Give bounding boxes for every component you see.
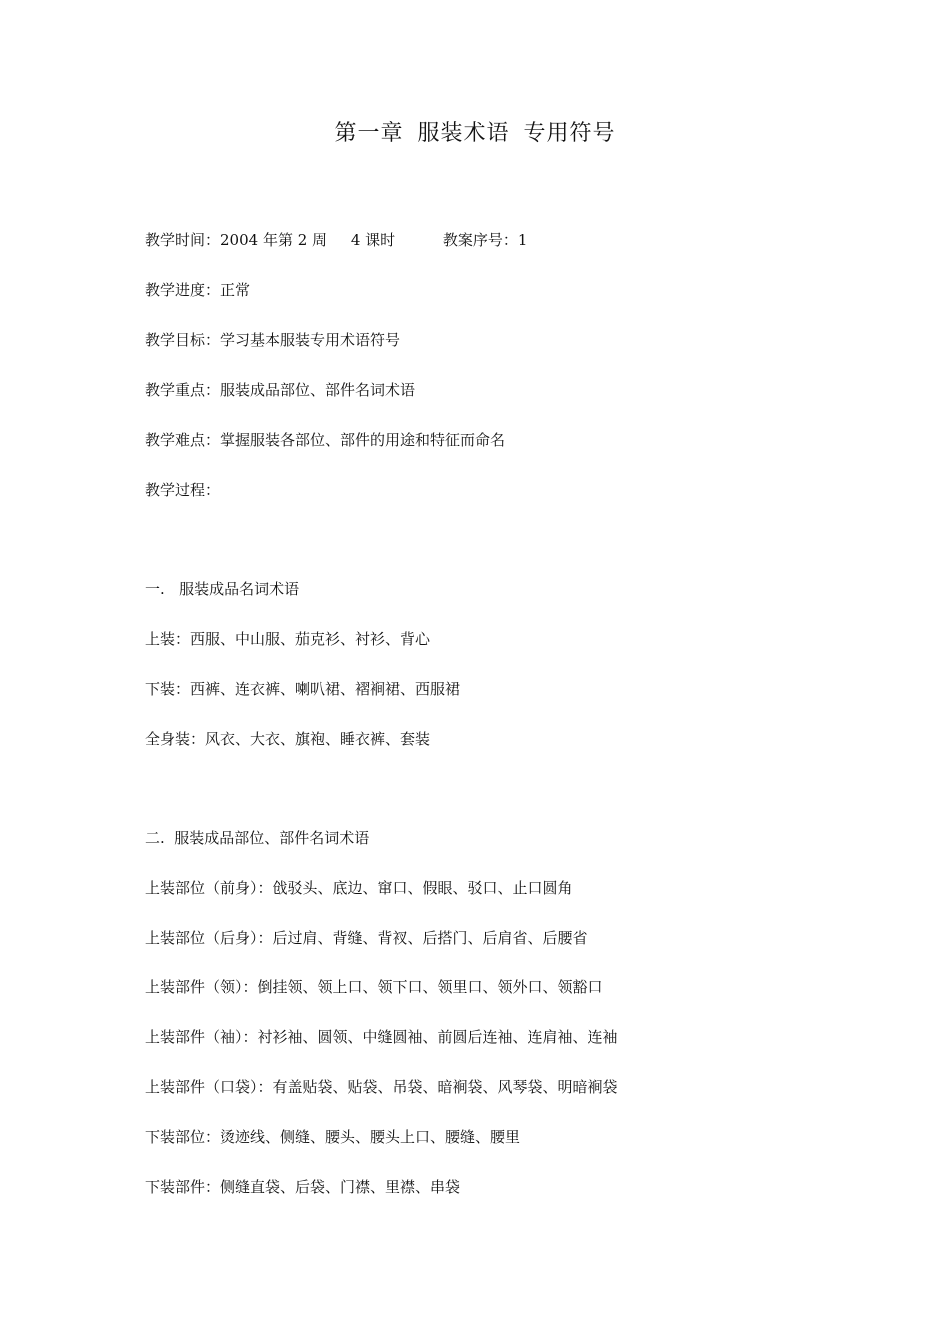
teaching-key-point-line: 教学重点：服装成品部位、部件名词术语 — [145, 381, 416, 399]
page-title: 第一章 服装术语 专用符号 — [334, 121, 616, 146]
section-2-line-back: 上装部位（后身）：后过肩、背缝、背衩、后搭门、后肩省、后腰省 — [145, 929, 588, 947]
section-2-line-collar: 上装部件（领）：倒挂领、领上口、领下口、领里口、领外口、领豁口 — [145, 978, 603, 996]
section-2-heading: 二. 服装成品部位、部件名词术语 — [145, 829, 370, 847]
teaching-progress-line: 教学进度：正常 — [145, 281, 251, 299]
section-1-line-tops: 上装：西服、中山服、茄克衫、衬衫、背心 — [145, 630, 431, 648]
section-1-line-full-body: 全身装：风衣、大衣、旗袍、睡衣裤、套装 — [145, 730, 431, 748]
section-2-line-lower-components: 下装部件：侧缝直袋、后袋、门襟、里襟、串袋 — [145, 1178, 461, 1196]
teaching-goal-line: 教学目标：学习基本服装专用术语符号 — [145, 331, 401, 349]
section-2-line-sleeve: 上装部件（袖）：衬衫袖、圆领、中缝圆袖、前圆后连袖、连肩袖、连袖 — [145, 1028, 618, 1046]
section-2-line-front: 上装部位（前身）：戗驳头、底边、窜口、假眼、驳口、止口圆角 — [145, 879, 573, 897]
teaching-difficulty-line: 教学难点：掌握服装各部位、部件的用途和特征而命名 — [145, 431, 506, 449]
teaching-time-line: 教学时间：2004 年第 2 周 4 课时 教案序号：1 — [145, 231, 528, 249]
section-1-line-bottoms: 下装：西裤、连衣裤、喇叭裙、褶裥裙、西服裙 — [145, 680, 461, 698]
teaching-process-line: 教学过程： — [145, 481, 221, 499]
section-2-line-pocket: 上装部件（口袋）：有盖贴袋、贴袋、吊袋、暗裥袋、风琴袋、明暗裥袋 — [145, 1078, 618, 1096]
section-2-line-lower-parts: 下装部位：烫迹线、侧缝、腰头、腰头上口、腰缝、腰里 — [145, 1128, 521, 1146]
section-1-heading: 一. 服装成品名词术语 — [145, 580, 300, 598]
